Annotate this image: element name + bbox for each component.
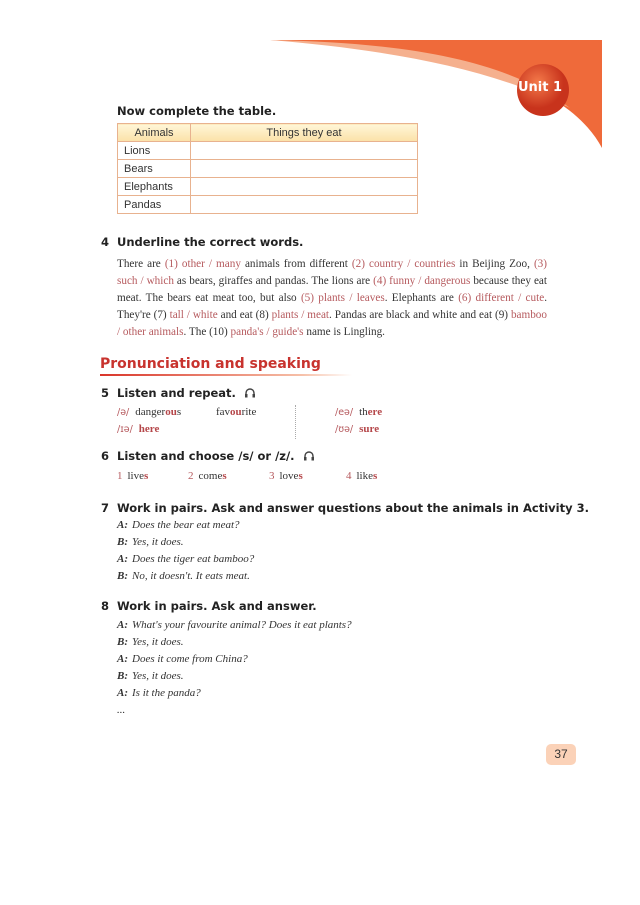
ellipsis: ... [117,704,126,716]
text-segment: as bears, giraffes and pandas. The lions are [173,275,374,287]
phoneme-symbol: /ə/ [117,407,130,418]
answer-cell[interactable] [191,178,418,196]
line-text: Does the tiger eat bamboo? [132,553,255,565]
ex6-heading [101,449,315,464]
phoneme-symbol: /ɪə/ [117,424,133,435]
phoneme-item [210,406,256,418]
text-segment: and eat (8) [217,309,272,321]
item-number: 4 [346,470,352,482]
dialogue-line [117,568,254,585]
speaker: A: [117,653,128,665]
word-choice[interactable]: (4) funny / dangerous [373,275,471,287]
animals-table [117,123,418,214]
speaker: B: [117,636,128,648]
text-segment: . They're (7) [117,292,547,321]
word-choice[interactable]: (6) different / cute [458,292,545,304]
word-ending: s [144,470,149,482]
line-text: What's your favourite animal? Does it eat plants? [132,619,352,631]
speaker: B: [117,670,128,682]
item-number: 3 [269,470,275,482]
ex7-heading [101,501,589,515]
ex8-dialogue [117,617,352,702]
answer-cell[interactable] [191,196,418,214]
dialogue-line [117,534,254,551]
page-number: 37 [546,744,576,765]
section-title: Pronunciation and speaking [100,356,321,372]
speaker: A: [117,687,128,699]
dialogue-line [117,617,352,634]
table-cell: Lions [118,142,191,160]
table-cell: Pandas [118,196,191,214]
divider [295,405,296,439]
ex7-dialogue [117,517,254,585]
unit-badge: Unit 1 [518,80,563,95]
word-ending: s [373,470,378,482]
text-segment: . The (10) [183,326,231,338]
word-stem: like [356,470,373,482]
speaker: A: [117,619,128,631]
line-text: No, it doesn't. It eats meat. [132,570,250,582]
phoneme-item [335,406,382,418]
dialogue-line [117,668,352,685]
speaker: B: [117,536,128,548]
word-part: rite [241,406,257,418]
text-segment: because they eat meat. The bears eat meat too, but also [117,275,547,304]
ex-number: 8 [101,599,110,613]
word-choice[interactable]: (3) such / which [117,258,547,287]
word-highlight: ou [165,406,177,418]
word-stem: love [279,470,299,482]
ex-title: Underline the correct words. [117,235,304,249]
speaker: A: [117,553,128,565]
item-number: 2 [188,470,194,482]
word-stem: come [198,470,223,482]
ex-title: Work in pairs. Ask and answer. [117,599,317,613]
line-text: Does it come from China? [132,653,248,665]
word-item [269,470,303,482]
text-segment: in Beijing Zoo, [455,258,534,270]
line-text: Yes, it does. [132,536,184,548]
text-segment: name is Lingling. [303,326,385,338]
word-stem: live [127,470,144,482]
ex-number: 7 [101,501,110,515]
phoneme-item [117,406,181,418]
word-highlight: ou [230,406,242,418]
headphones-icon[interactable] [244,387,256,401]
line-text: Does the bear eat meat? [132,519,240,531]
line-text: Yes, it does. [132,670,184,682]
line-text: Yes, it does. [132,636,184,648]
dialogue-line [117,517,254,534]
table-header: Animals [118,124,191,142]
word-ending: s [298,470,303,482]
dialogue-line [117,634,352,651]
word-choice[interactable]: (5) plants / leaves [300,292,385,304]
dialogue-line [117,685,352,702]
phoneme-symbol: /eə/ [335,407,354,418]
answer-cell[interactable] [191,160,418,178]
ex-number: 4 [101,235,110,249]
word-choice[interactable]: (2) country / countries [351,258,456,270]
word-part: th [359,406,368,418]
word-part: danger [135,406,166,418]
word-choice[interactable]: panda's / guide's [230,326,304,338]
phoneme-item [117,423,159,435]
table-cell: Bears [118,160,191,178]
table-cell: Elephants [118,178,191,196]
ex4-heading [101,235,303,249]
table-header: Things they eat [191,124,418,142]
word-part: s [176,406,182,418]
section-underline [100,374,352,376]
ex-title: Listen and repeat. [117,386,236,400]
ex8-heading [101,599,317,613]
word-item [188,470,227,482]
dialogue-line [117,651,352,668]
table-instruction: Now complete the table. [117,104,277,118]
ex5-heading [101,386,256,401]
text-segment: . Pandas are black and white and eat (9) [329,309,511,321]
text-segment: There are [117,258,165,270]
item-number: 1 [117,470,123,482]
word-choice[interactable]: bamboo / other animals [117,309,547,338]
word-highlight: sure [359,423,380,435]
ex-number: 5 [101,386,110,400]
phoneme-item [335,423,379,435]
ex4-paragraph [117,256,547,341]
word-choice[interactable]: (1) other / many [164,258,241,270]
line-text: Is it the panda? [132,687,201,699]
text-segment: . Elephants are [384,292,459,304]
speaker: A: [117,519,128,531]
word-part: fav [216,406,231,418]
ex-title: Listen and choose /s/ or /z/. [117,449,295,463]
word-ending: s [222,470,227,482]
dialogue-line [117,551,254,568]
text-segment: animals from different [240,258,352,270]
word-choice[interactable]: tall / white [169,309,218,321]
word-item [346,470,377,482]
word-highlight: here [138,423,160,435]
answer-cell[interactable] [191,142,418,160]
headphones-icon[interactable] [303,450,315,464]
word-choice[interactable]: plants / meat [271,309,330,321]
word-highlight: ere [367,406,383,418]
word-item [117,470,148,482]
ex-title: Work in pairs. Ask and answer questions about the animals in Activity 3. [117,501,589,515]
speaker: B: [117,570,128,582]
phoneme-symbol: /ʊə/ [335,424,354,435]
ex-number: 6 [101,449,110,463]
